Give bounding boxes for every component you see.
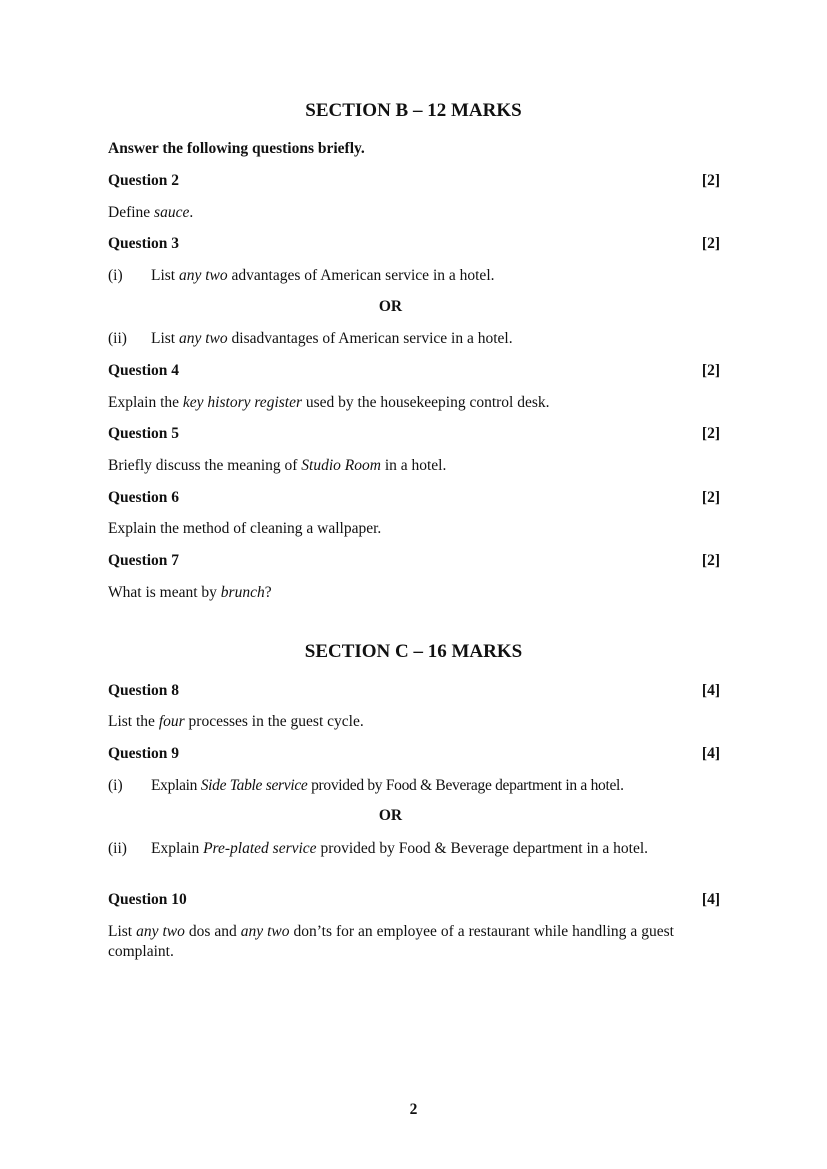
question-label: Question 5 (108, 425, 180, 442)
emphasis: brunch (220, 584, 265, 601)
question-7-text: What is meant by brunch? (108, 584, 272, 601)
question-label: Question 3 (108, 235, 180, 252)
question-5-text: Briefly discuss the meaning of Studio Room in a hotel. (108, 457, 447, 474)
question-7-header (108, 552, 720, 570)
emphasis: any two (240, 923, 290, 940)
question-9-option-i (108, 776, 674, 796)
question-marks: [4] (701, 682, 720, 699)
section-c-title: SECTION C – 16 MARKS (304, 641, 523, 662)
question-5-header (108, 425, 720, 443)
question-label: Question 10 (108, 891, 187, 908)
emphasis: four (158, 713, 185, 730)
question-label: Question 2 (108, 172, 180, 189)
emphasis: sauce (154, 204, 190, 221)
emphasis: Studio Room (301, 457, 381, 474)
question-marks: [2] (701, 552, 720, 569)
question-3-option-i (108, 266, 674, 286)
question-6-header (108, 489, 720, 507)
question-8-header (108, 682, 720, 700)
section-b-instruction: Answer the following questions briefly. (108, 140, 365, 157)
question-label: Question 9 (108, 745, 180, 762)
option-text: Explain Side Table service provided by Food & Beverage department in a hotel. (151, 777, 624, 794)
question-8-text: List the four processes in the guest cycle. (108, 713, 364, 730)
emphasis: any two (179, 267, 228, 284)
emphasis: Pre-plated service (203, 840, 317, 857)
question-label: Question 4 (108, 362, 180, 379)
or-separator: OR (378, 298, 403, 315)
page-number: 2 (409, 1101, 418, 1118)
section-b-title: SECTION B – 12 MARKS (305, 100, 522, 121)
question-label: Question 8 (108, 682, 180, 699)
option-text: List any two advantages of American service in a hotel. (151, 267, 495, 284)
question-4-text: Explain the key history register used by the housekeeping control desk. (108, 394, 550, 411)
question-6-text: Explain the method of cleaning a wallpaper. (108, 520, 382, 537)
question-label: Question 6 (108, 489, 180, 506)
question-4-header (108, 362, 720, 380)
question-label: Question 7 (108, 552, 180, 569)
emphasis: any two (179, 330, 228, 347)
question-3-option-ii (108, 329, 674, 349)
emphasis: Side Table service (200, 777, 308, 794)
option-number: (ii) (108, 840, 127, 857)
question-2-text: Define sauce. (108, 204, 194, 221)
option-number: (i) (108, 777, 123, 794)
question-10-header (108, 891, 720, 909)
question-marks: [2] (701, 489, 720, 506)
question-marks: [2] (701, 235, 720, 252)
question-3-header (108, 235, 720, 253)
or-separator: OR (378, 807, 403, 824)
question-10-text: List any two dos and any two don’ts for an employee of a restaurant while handling a guest complaint. (108, 923, 674, 960)
question-2-header (108, 172, 720, 190)
question-marks: [2] (701, 172, 720, 189)
emphasis: any two (136, 923, 185, 940)
question-marks: [2] (701, 362, 720, 379)
question-marks: [4] (701, 891, 720, 908)
question-marks: [4] (701, 745, 720, 762)
option-text: Explain Pre-plated service provided by Food & Beverage department in a hotel. (151, 840, 649, 857)
question-9-option-ii (108, 839, 674, 859)
question-9-header (108, 745, 720, 763)
emphasis: key history register (182, 394, 302, 411)
question-marks: [2] (701, 425, 720, 442)
option-text: List any two disadvantages of American service in a hotel. (151, 330, 513, 347)
option-number: (i) (108, 267, 123, 284)
option-number: (ii) (108, 330, 127, 347)
